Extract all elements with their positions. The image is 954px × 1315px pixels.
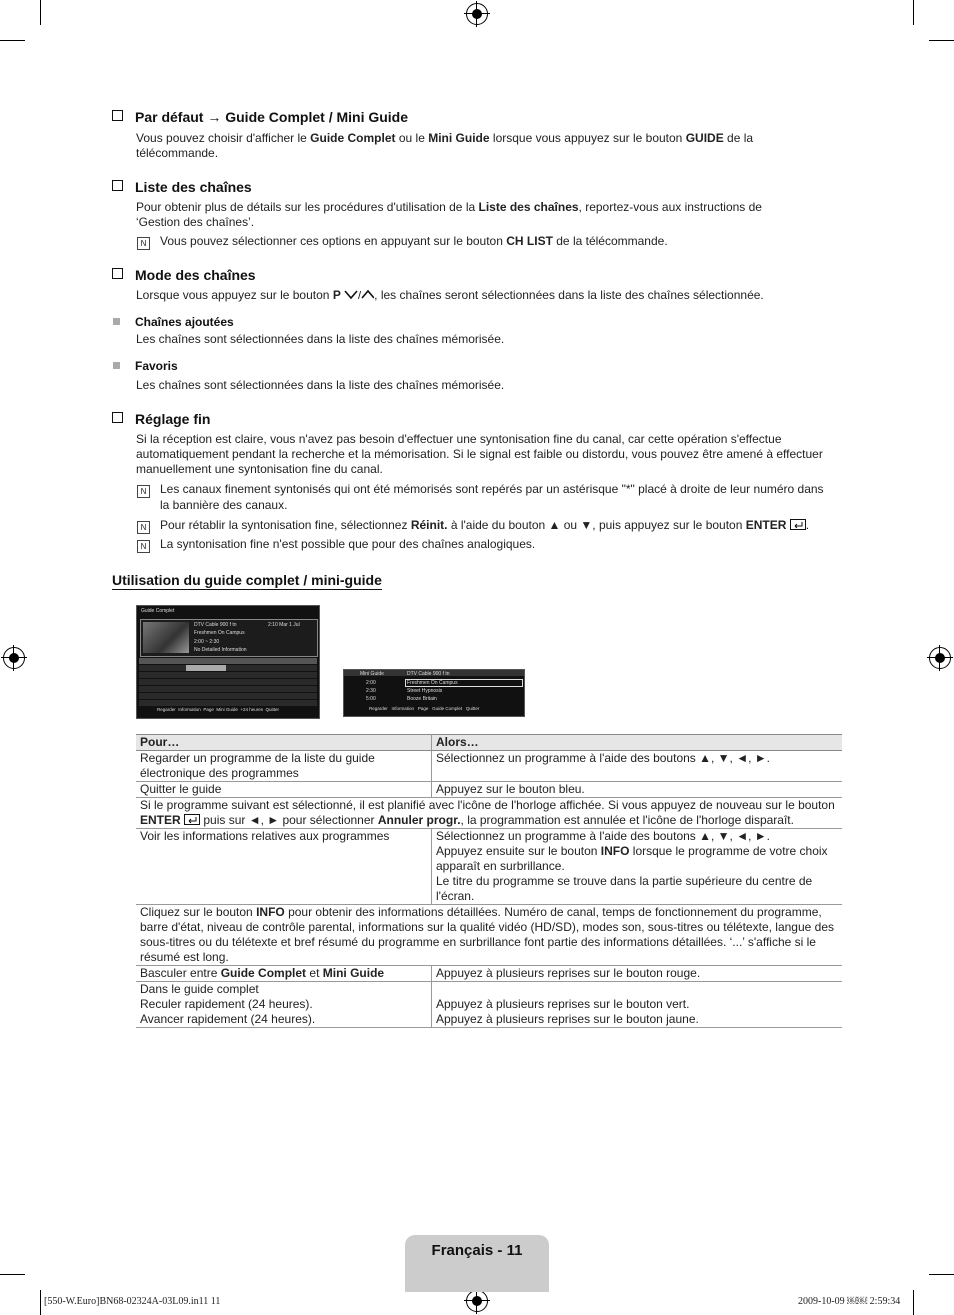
guide-usage-heading: Utilisation du guide complet / mini-guide	[112, 572, 382, 588]
guide-actions-table	[136, 734, 842, 1028]
chevron-up-down-icon	[344, 289, 374, 300]
footer-timestamp: 2009-10-09 ￼￼ 2:59:34	[798, 1296, 901, 1307]
checkbox-bullet-icon	[112, 110, 123, 121]
crop-mark	[40, 0, 41, 25]
crop-mark	[929, 40, 954, 41]
osd-grid-row	[139, 679, 317, 685]
subsection-text-favorites: Les chaînes sont sélectionnées dans la liste des chaînes mémorisée.	[136, 378, 505, 392]
osd-channel: DTV Cable 900 f tn	[194, 622, 237, 628]
osd-title: Mini Guide	[360, 671, 384, 677]
table-row: Quitter le guide Appuyez sur le bouton bleu.	[136, 782, 842, 798]
crop-mark	[913, 1290, 914, 1315]
note-icon: N	[137, 485, 150, 498]
osd-grid-row	[139, 665, 317, 671]
crop-mark	[929, 1274, 954, 1275]
checkbox-bullet-icon	[112, 180, 123, 191]
svg-text:/: /	[358, 290, 362, 300]
section4-text: Si la réception est claire, vous n'avez pas besoin d'effectuer une syntonisation fine du canal, car cette opération s'effectue automatiquement pendant la recherche et la mémorisation. Si le signal est faible ou distordu, vous pouvez être amené à effectuer manuellement une syntonisation fine du canal.	[136, 432, 823, 476]
section2-note: N Vous pouvez sélectionner ces options en appuyant sur le bouton CH LIST de la télécommande.	[160, 234, 840, 250]
table-row: Si le programme suivant est sélectionné, il est planifié avec l'icône de l'horloge affichée. Si vous appuyez de nouveau sur le bouton ENTER puis sur ◄, ► pour sélectionner Annuler progr., la programmation est annulée et l'icône de l'horloge disparaît.	[136, 798, 842, 829]
table-header: Alors…	[432, 735, 843, 751]
osd-clock: 2:10 Mar 1 Jul	[268, 622, 300, 628]
section-title-channel-mode: Mode des chaînes	[112, 267, 256, 283]
section-title-channel-list: Liste des chaînes	[112, 179, 252, 195]
table-row: Basculer entre Guide Complet et Mini Guide Appuyez à plusieurs reprises sur le bouton rouge.	[136, 966, 842, 982]
section4-note3: N La syntonisation fine n'est possible que pour des chaînes analogiques.	[160, 537, 850, 553]
section4-note1: N Les canaux finement syntonisés qui ont été mémorisés sont repérés par un astérisque "*" placé à droite de leur numéro dans la bannière des canaux.	[160, 482, 850, 513]
note-icon: N	[137, 521, 150, 534]
osd-grid-row	[139, 686, 317, 692]
registration-mark-icon	[3, 647, 25, 669]
osd-title: Guide Complet	[141, 608, 175, 614]
osd-info-panel	[140, 619, 318, 657]
osd-program: Freshmen On Campus	[194, 630, 245, 636]
table-row: Regarder un programme de la liste du guide électronique des programmes Sélectionnez un programme à l'aide des boutons ▲, ▼, ◄, ►.	[136, 751, 842, 782]
checkbox-bullet-icon	[112, 412, 123, 423]
table-header: Pour…	[136, 735, 432, 751]
osd-grid-row	[139, 672, 317, 678]
section2-text: Pour obtenir plus de détails sur les procédures d'utilisation de la Liste des chaînes, reportez-vous aux instructions de ‘Gestion des chaînes’.	[136, 200, 762, 229]
osd-channel: DTV Cable 900 f tn	[407, 671, 450, 677]
osd-grid-row	[139, 693, 317, 699]
crop-mark	[0, 40, 25, 41]
osd-button-bar: Regarder Information Page Mini Guide +24 heures Quitter	[157, 707, 280, 712]
osd-grid-row	[139, 700, 317, 706]
page-number-tab	[405, 1235, 549, 1292]
registration-mark-icon	[466, 1290, 488, 1312]
osd-button-bar: Regarder Information Page Guide Complet Quitter	[369, 706, 480, 711]
section4-note2: N Pour rétablir la syntonisation fine, sélectionnez Réinit. à l'aide du bouton ▲ ou ▼, puis appuyez sur le bouton ENTER .	[160, 518, 850, 534]
section1-text: Vous pouvez choisir d'afficher le Guide Complet ou le Mini Guide lorsque vous appuyez sur le bouton GUIDE de la télécommande.	[136, 131, 754, 160]
subsection-title-added: Chaînes ajoutées	[136, 315, 234, 329]
enter-icon	[790, 519, 806, 530]
square-bullet-icon	[113, 362, 120, 369]
table-header-row	[136, 735, 842, 751]
registration-mark-icon	[466, 3, 488, 25]
footer-file-info: [550-W.Euro]BN68-02324A-03L09.in11 11	[44, 1296, 221, 1307]
enter-icon	[184, 814, 200, 825]
crop-mark	[0, 1274, 25, 1275]
osd-grid-header	[139, 658, 317, 664]
mini-guide-screenshot: Mini Guide DTV Cable 900 f tn 2:00 Freshmen On Campus 2:30 Street Hypnosis 5:00 Booze Britain Regarder Information Page Guide Complet Quitter	[343, 669, 525, 717]
osd-info: No Detailed Information	[194, 647, 247, 653]
osd-slot: 2:00 ~ 2:30	[194, 639, 220, 645]
registration-mark-icon	[929, 647, 951, 669]
note-icon: N	[137, 237, 150, 250]
page-number: Français - 11	[431, 1242, 523, 1259]
section-title-fine-tune: Réglage fin	[112, 411, 210, 427]
table-row: Dans le guide complet Reculer rapidement (24 heures). Avancer rapidement (24 heures). Appuyez à plusieurs reprises sur le bouton vert. Appuyez à plusieurs reprises sur le bouton jaune.	[136, 982, 842, 1028]
osd-preview-image	[143, 622, 189, 653]
note-icon: N	[137, 540, 150, 553]
section3-text: Lorsque vous appuyez sur le bouton P / , les chaînes seront sélectionnées dans la liste des chaînes sélectionnée.	[136, 288, 764, 302]
subsection-text-added: Les chaînes sont sélectionnées dans la liste des chaînes mémorisée.	[136, 332, 505, 346]
table-row: Cliquez sur le bouton INFO pour obtenir des informations détaillées. Numéro de canal, temps de fonctionnement du programme, barre d'état, niveau de contrôle parental, informations sur la qualité vidéo (HD/SD), modes son, sous-titres ou télétexte, langue des sous-titres ou du télétexte et bref résumé du programme en surbrillance font partie des informations détaillées. ‘...’ s'affiche si le résumé est long.	[136, 905, 842, 966]
subsection-title-favorites: Favoris	[136, 359, 179, 373]
crop-mark	[913, 0, 914, 25]
table-row: Voir les informations relatives aux programmes Sélectionnez un programme à l'aide des boutons ▲, ▼, ◄, ►. Appuyez ensuite sur le bouton INFO lorsque le programme de votre choix apparaît en surbrillance. Le titre du programme se trouve dans la partie supérieure du centre de l'écran.	[136, 829, 842, 905]
square-bullet-icon	[113, 318, 120, 325]
crop-mark	[40, 1290, 41, 1315]
checkbox-bullet-icon	[112, 268, 123, 279]
full-guide-screenshot	[136, 605, 320, 719]
section-title-default: Par défaut → Guide Complet / Mini Guide	[112, 109, 408, 125]
